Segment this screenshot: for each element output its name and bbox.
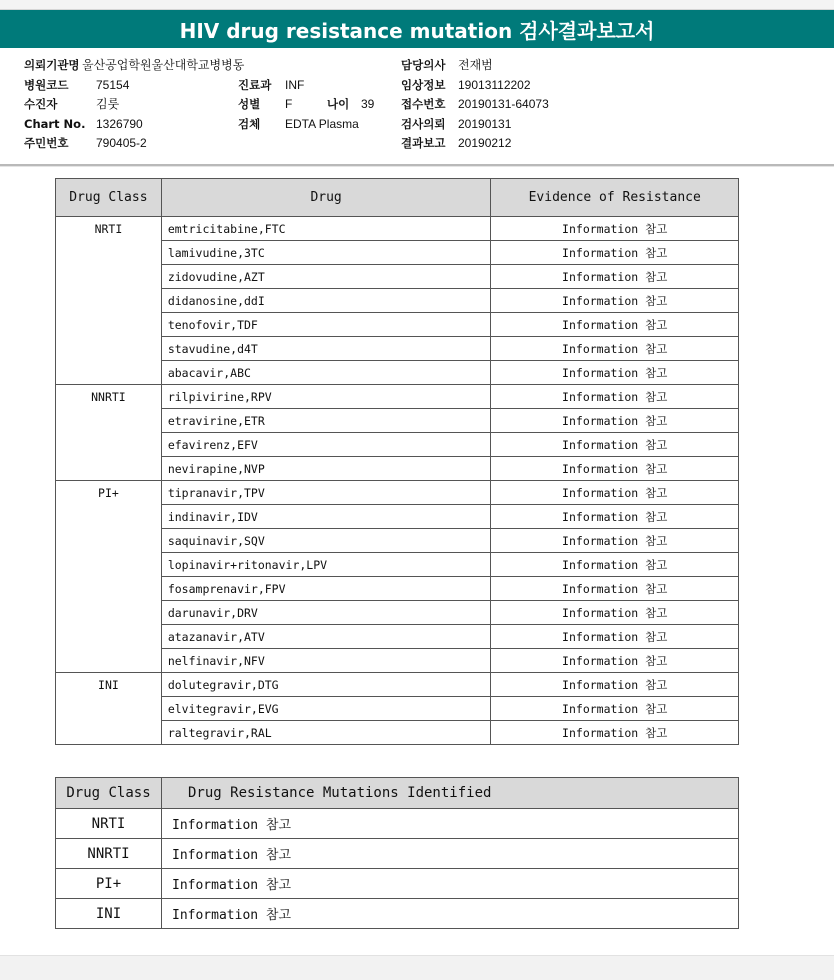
info-value: F	[285, 97, 293, 111]
info-label: 임상정보	[401, 77, 446, 92]
info-label: 결과보고	[401, 136, 446, 150]
drug-cell: atazanavir,ATV	[161, 625, 491, 649]
evidence-cell: Information 참고	[491, 577, 739, 601]
patient-info-col1	[24, 56, 244, 154]
col-header-drug: Drug	[161, 179, 491, 217]
table-row	[56, 899, 739, 929]
mutation-table-body	[56, 809, 739, 929]
evidence-cell: Information 참고	[491, 361, 739, 385]
info-value-age: 39	[361, 97, 375, 111]
patient-info-col3	[401, 56, 549, 154]
evidence-cell: Information 참고	[491, 433, 739, 457]
report-title: HIV drug resistance mutation 검사결과보고서	[0, 10, 834, 48]
evidence-cell: Information 참고	[491, 505, 739, 529]
table-row	[56, 839, 739, 869]
drug-cell: lamivudine,3TC	[161, 241, 491, 265]
drug-class-cell: INI	[56, 899, 162, 929]
info-value: 20190131	[458, 116, 512, 131]
evidence-cell: Information 참고	[491, 529, 739, 553]
drug-class-cell: NRTI	[56, 217, 162, 385]
info-value: 울산공업학원울산대학교병병동	[82, 58, 245, 72]
info-divider-light	[0, 166, 834, 167]
drug-cell: tenofovir,TDF	[161, 313, 491, 337]
info-value: 790405-2	[96, 136, 147, 150]
resistance-table-header	[56, 179, 739, 217]
drug-cell: abacavir,ABC	[161, 361, 491, 385]
info-label: 진료과	[238, 77, 272, 92]
top-strip	[0, 0, 834, 10]
mutation-table-header	[56, 778, 739, 809]
info-label: 담당의사	[401, 58, 446, 72]
info-label: 검체	[238, 116, 261, 131]
drug-class-cell: NNRTI	[56, 839, 162, 869]
table-row	[56, 673, 739, 697]
mutations-cell: Information 참고	[162, 899, 739, 929]
info-value: 20190212	[458, 136, 512, 150]
patient-info-col2	[238, 76, 374, 135]
page-footer-strip	[0, 955, 834, 980]
evidence-cell: Information 참고	[491, 385, 739, 409]
evidence-cell: Information 참고	[491, 481, 739, 505]
drug-cell: etravirine,ETR	[161, 409, 491, 433]
info-value: 75154	[96, 77, 130, 92]
drug-cell: efavirenz,EFV	[161, 433, 491, 457]
table-row	[56, 869, 739, 899]
info-label: 검사의뢰	[401, 116, 446, 131]
info-value: 20190131-64073	[458, 97, 549, 111]
drug-cell: fosamprenavir,FPV	[161, 577, 491, 601]
col-header-drug-class: Drug Class	[56, 778, 162, 809]
drug-cell: nelfinavir,NFV	[161, 649, 491, 673]
drug-cell: elvitegravir,EVG	[161, 697, 491, 721]
info-label: 성별	[238, 97, 261, 111]
evidence-cell: Information 참고	[491, 625, 739, 649]
drug-cell: rilpivirine,RPV	[161, 385, 491, 409]
drug-class-cell: INI	[56, 673, 162, 745]
evidence-cell: Information 참고	[491, 697, 739, 721]
info-value: INF	[285, 77, 305, 92]
evidence-cell: Information 참고	[491, 313, 739, 337]
drug-class-cell: PI+	[56, 481, 162, 673]
info-label-age: 나이	[327, 97, 350, 111]
info-label: 의뢰기관명	[24, 58, 80, 72]
drug-cell: didanosine,ddI	[161, 289, 491, 313]
drug-cell: raltegravir,RAL	[161, 721, 491, 745]
evidence-cell: Information 참고	[491, 409, 739, 433]
info-value: 19013112202	[458, 77, 531, 92]
drug-cell: tipranavir,TPV	[161, 481, 491, 505]
evidence-cell: Information 참고	[491, 337, 739, 361]
drug-cell: indinavir,IDV	[161, 505, 491, 529]
evidence-cell: Information 참고	[491, 649, 739, 673]
info-label: Chart No.	[24, 116, 86, 131]
drug-cell: nevirapine,NVP	[161, 457, 491, 481]
col-header-mutations: Drug Resistance Mutations Identified	[162, 778, 739, 809]
mutations-cell: Information 참고	[162, 809, 739, 839]
evidence-cell: Information 참고	[491, 721, 739, 745]
drug-cell: darunavir,DRV	[161, 601, 491, 625]
drug-class-cell: NNRTI	[56, 385, 162, 481]
drug-class-cell: PI+	[56, 869, 162, 899]
drug-cell: lopinavir+ritonavir,LPV	[161, 553, 491, 577]
col-header-evidence: Evidence of Resistance	[491, 179, 739, 217]
mutation-table	[55, 777, 739, 929]
mutations-cell: Information 참고	[162, 839, 739, 869]
table-row	[56, 217, 739, 241]
evidence-cell: Information 참고	[491, 457, 739, 481]
resistance-table-body	[56, 217, 739, 745]
table-row	[56, 481, 739, 505]
info-value: 김룻	[96, 97, 120, 111]
evidence-cell: Information 참고	[491, 289, 739, 313]
drug-cell: dolutegravir,DTG	[161, 673, 491, 697]
evidence-cell: Information 참고	[491, 601, 739, 625]
drug-class-cell: NRTI	[56, 809, 162, 839]
info-label: 병원코드	[24, 77, 69, 92]
info-label: 주민번호	[24, 136, 69, 150]
info-value: 1326790	[96, 116, 143, 131]
evidence-cell: Information 참고	[491, 553, 739, 577]
info-value: 전재범	[458, 58, 493, 72]
info-value: EDTA Plasma	[285, 116, 359, 131]
mutations-cell: Information 참고	[162, 869, 739, 899]
evidence-cell: Information 참고	[491, 217, 739, 241]
evidence-cell: Information 참고	[491, 265, 739, 289]
drug-cell: saquinavir,SQV	[161, 529, 491, 553]
col-header-drug-class: Drug Class	[56, 179, 162, 217]
info-label: 수진자	[24, 97, 58, 111]
drug-cell: emtricitabine,FTC	[161, 217, 491, 241]
evidence-cell: Information 참고	[491, 673, 739, 697]
resistance-table	[55, 178, 739, 745]
table-row	[56, 809, 739, 839]
info-label: 접수번호	[401, 97, 446, 111]
drug-cell: stavudine,d4T	[161, 337, 491, 361]
evidence-cell: Information 참고	[491, 241, 739, 265]
drug-cell: zidovudine,AZT	[161, 265, 491, 289]
table-row	[56, 385, 739, 409]
